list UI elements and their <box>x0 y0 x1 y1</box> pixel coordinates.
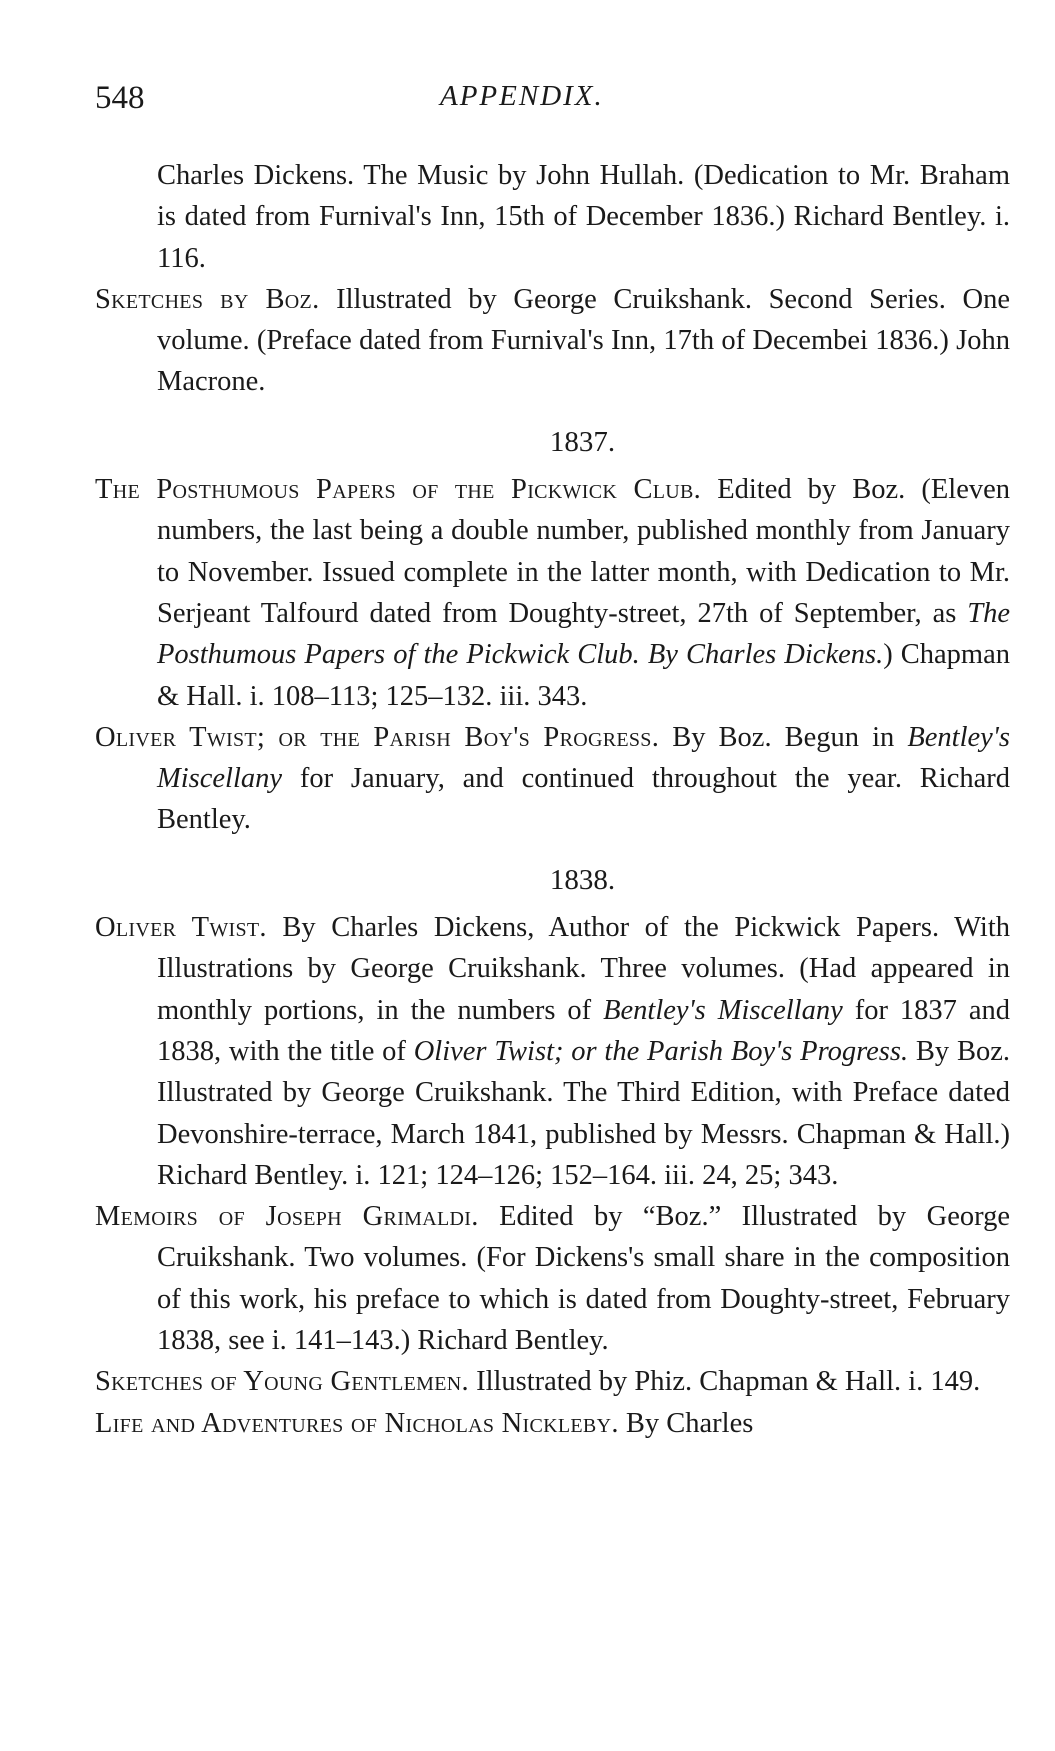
entry-sketches-by-boz: Sketches by Boz. Illustrated by George Cruikshank. Second Series. One volume. (Preface dated from Furnival's Inn, 17th of Decembei 1836.) John Macrone. <box>95 283 1011 398</box>
entry-sketches-young-gentlemen: Sketches of Young Gentlemen. Illustrated by Phiz. Chapman & Hall. i. 149. <box>95 1366 981 1398</box>
page-number: 548 <box>95 80 145 116</box>
entry-title: Sketches by Boz. <box>95 283 320 315</box>
page-header <box>0 80 1055 124</box>
entry-title: Life and Adventures of Nicholas Nickleby. <box>95 1407 619 1439</box>
entry-continuation: Charles Dickens. The Music by John Hullah. (Dedication to Mr. Braham is dated from Furnival's Inn, 15th of December 1836.) Richard Bentley. i. 116. <box>157 160 1010 274</box>
appendix-body <box>95 155 1010 1444</box>
running-title: APPENDIX. <box>440 80 604 112</box>
entry-title: Oliver Twist. <box>95 912 267 944</box>
year-heading-1838: 1838. <box>549 863 616 896</box>
entry-nicholas-nickleby: Life and Adventures of Nicholas Nickleby. By Charles <box>95 1407 754 1439</box>
year-heading-1837: 1837. <box>549 425 616 458</box>
entry-title: Memoirs of Joseph Grimaldi. <box>95 1201 479 1233</box>
entry-pickwick-papers: The Posthumous Papers of the Pickwick Club. Edited by Boz. (Eleven numbers, the last being a double number, published monthly from January to November. Issued complete in the latter month, with Dedication to Mr. Serjeant Talfourd dated from Doughty-street, 27th of September, as The Posthumous Papers of the Pickwick Club. By Charles Dickens.) Chapman & Hall. i. 108–113; 125–132. iii. 343. <box>95 474 1011 712</box>
entry-title: Sketches of Young Gentlemen. <box>95 1366 469 1398</box>
entry-oliver-twist-volumes: Oliver Twist. By Charles Dickens, Author of the Pickwick Papers. With Illustrations by George Cruikshank. Three volumes. (Had appeared in monthly portions, in the numbers of Bentley's Miscellany for 1837 and 1838, with the title of Oliver Twist; or the Parish Boy's Progress. By Boz. Illustrated by George Cruikshank. The Third Edition, with Preface dated Devonshire-terrace, March 1841, published by Messrs. Chapman & Hall.) Richard Bentley. i. 121; 124–126; 152–164. iii. 24, 25; 343. <box>95 912 1010 1191</box>
entry-title: Oliver Twist; or the Parish Boy's Progress. <box>95 721 660 753</box>
entry-memoirs-grimaldi: Memoirs of Joseph Grimaldi. Edited by “Boz.” Illustrated by George Cruikshank. Two volumes. (For Dickens's small share in the composition of this work, his preface to which is dated from Doughty-street, February 1838, see i. 141–143.) Richard Bentley. <box>95 1201 1010 1357</box>
entry-title: The Posthumous Papers of the Pickwick Club. <box>95 474 702 506</box>
entry-oliver-twist-serial: Oliver Twist; or the Parish Boy's Progress. By Boz. Begun in Bentley's Miscellany for January, and continued throughout the year. Richard Bentley. <box>95 721 1010 836</box>
